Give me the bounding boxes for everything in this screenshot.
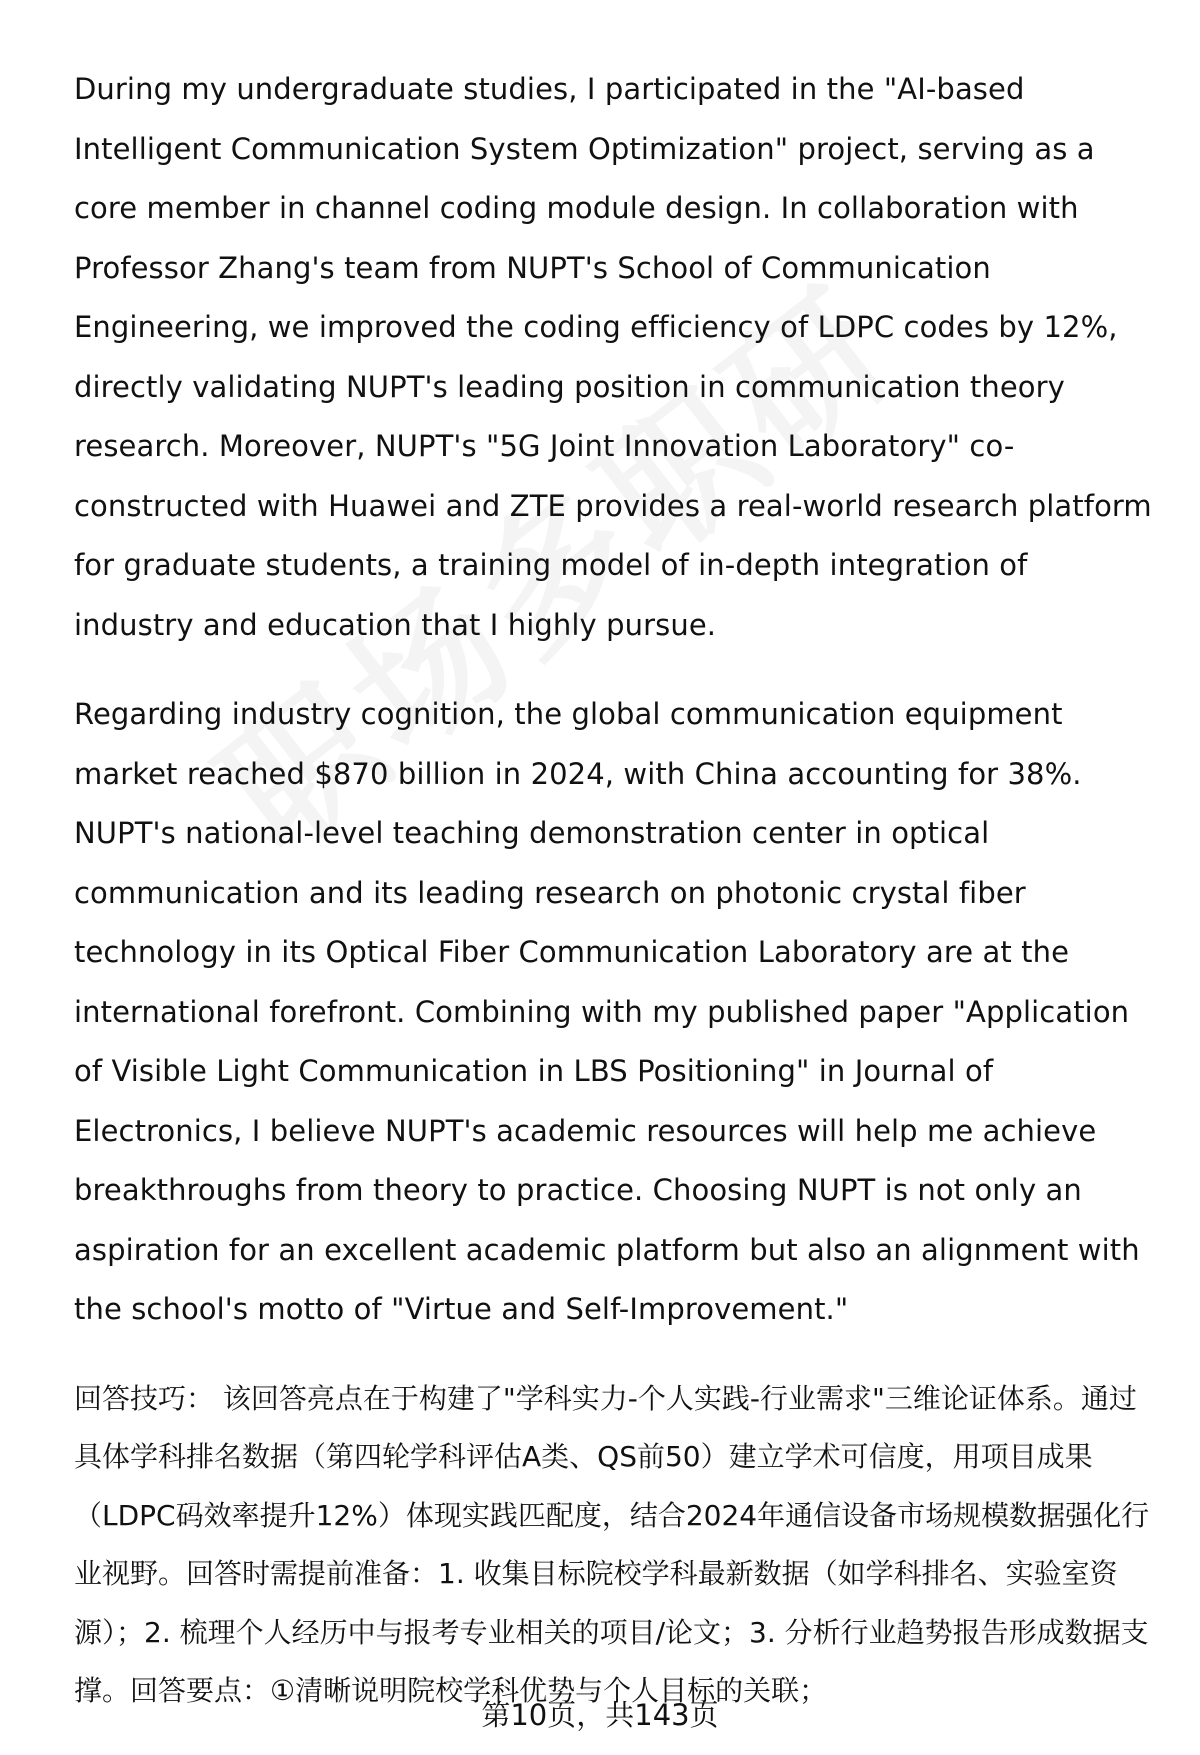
paragraph-1: During my undergraduate studies, I participated in the "AI-based Intelligent Communication System Optimization" project, serving as a core member in channel coding module design. In collaboration with Professor Zhang's team from NUPT's School of Communication Engineering, we improved the coding efficiency of LDPC codes by 12%, directly validating NUPT's leading position in communication theory research. Moreover, NUPT's "5G Joint Innovation Laboratory" co-constructed with Huawei and ZTE provides a real-world research platform for graduate students, a training model of in-depth integration of industry and education that I highly pursue. [74, 72, 1152, 642]
answer-tips-paragraph: 回答技巧： 该回答亮点在于构建了"学科实力-个人实践-行业需求"三维论证体系。通过具体学科排名数据（第四轮学科评估A类、QS前50）建立学术可信度，用项目成果（LDPC码效率提升12%）体现实践匹配度，结合2024年通信设备市场规模数据强化行业视野。回答时需提前准备：1. 收集目标院校学科最新数据（如学科排名、实验室资源）；2. 梳理个人经历中与报考专业相关的项目/论文；3. 分析行业趋势报告形成数据支撑。回答要点：①清晰说明院校学科优势与个人目标的关联； [74, 1381, 1150, 1707]
document-body [74, 60, 1154, 1721]
paragraph-2: Regarding industry cognition, the global communication equipment market reached $870 billion in 2024, with China accounting for 38%. NUPT's national-level teaching demonstration center in optical communication and its leading research on photonic crystal fiber technology in its Optical Fiber Communication Laboratory are at the international forefront. Combining with my published paper "Application of Visible Light Communication in LBS Positioning" in Journal of Electronics, I believe NUPT's academic resources will help me achieve breakthroughs from theory to practice. Choosing NUPT is not only an aspiration for an excellent academic platform but also an alignment with the school's motto of "Virtue and Self-Improvement." [74, 697, 1140, 1326]
page-number: 第10页，共143页 [481, 1698, 719, 1732]
